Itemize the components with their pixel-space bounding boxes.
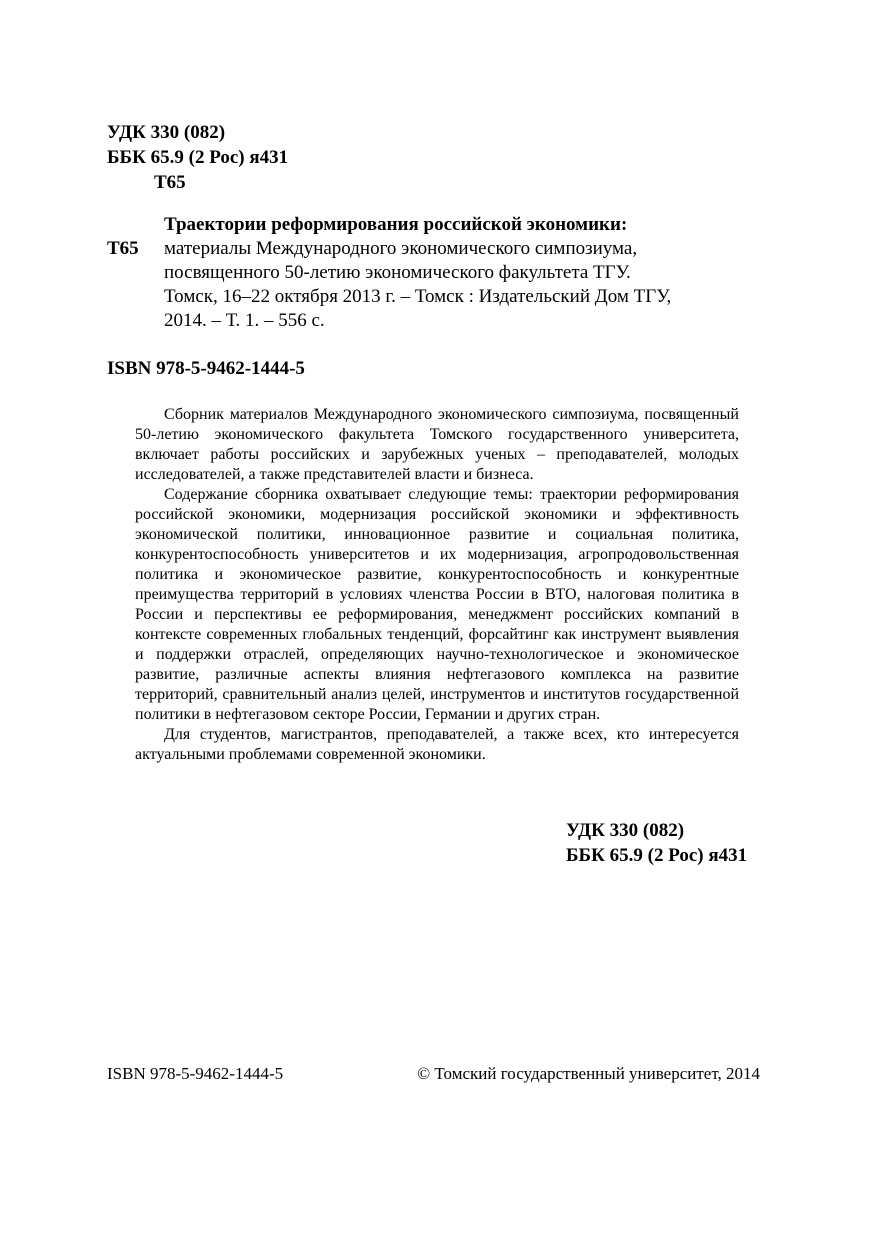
isbn-heading: ISBN 978-5-9462-1444-5	[107, 358, 305, 379]
entry-line: посвященного 50-летию экономического факультета ТГУ.	[164, 262, 631, 283]
bibliographic-entry	[107, 213, 767, 333]
entry-line: 2014. – Т. 1. – 556 с.	[164, 310, 325, 331]
footer-isbn: ISBN 978-5-9462-1444-5	[107, 1064, 284, 1083]
book-title: Траектории реформирования российской экономики:	[164, 214, 628, 235]
classification-bottom	[566, 818, 747, 868]
author-mark: Т65	[154, 172, 186, 193]
entry-line: Томск, 16–22 октября 2013 г. – Томск : Издательский Дом ТГУ,	[164, 286, 672, 307]
abstract-paragraph: Для студентов, магистрантов, преподавателей, а также всех, кто интересуется актуальными проблемами современной экономики.	[135, 726, 739, 763]
entry-lines	[164, 213, 767, 333]
classification-block	[107, 120, 288, 195]
udc-code-bottom: УДК 330 (082)	[566, 820, 685, 841]
footer-copyright: © Томский государственный университет, 2014	[417, 1064, 760, 1083]
abstract	[135, 405, 739, 765]
abstract-paragraph: Содержание сборника охватывает следующие темы: траектории реформирования российской экономики, модернизация российской экономики и эффективность экономической политики, инновационное развитие и социальная политика, конкурентоспособность университетов и их модернизация, агропродовольственная политика и экономическое развитие, конкурентоспособность и конкурентные преимущества территорий в условиях членства России в ВТО, налоговая политика в России и перспективы ее реформирования, менеджмент российских компаний в контексте современных глобальных тенденций, форсайтинг как инструмент выявления и поддержки отраслей, определяющих научно-технологическое и экономическое развитие, различные аспекты влияния нефтегазового комплекса на развитие территорий, сравнительный анализ целей, инструментов и институтов государственной политики в нефтегазовом секторе России, Германии и других стран.	[135, 486, 739, 723]
entry-author-mark: Т65	[107, 238, 139, 259]
bbk-code-bottom: ББК 65.9 (2 Рос) я431	[566, 845, 748, 866]
abstract-paragraph: Сборник материалов Международного экономического симпозиума, посвященный 50-летию экономического факультета Томского государственного университета, включает работы российских и зарубежных ученых – преподавателей, молодых исследователей, а также представителей власти и бизнеса.	[135, 406, 739, 483]
udc-code: УДК 330 (082)	[107, 122, 226, 143]
bbk-code: ББК 65.9 (2 Рос) я431	[107, 147, 289, 168]
entry-line: материалы Международного экономического симпозиума,	[164, 238, 638, 259]
